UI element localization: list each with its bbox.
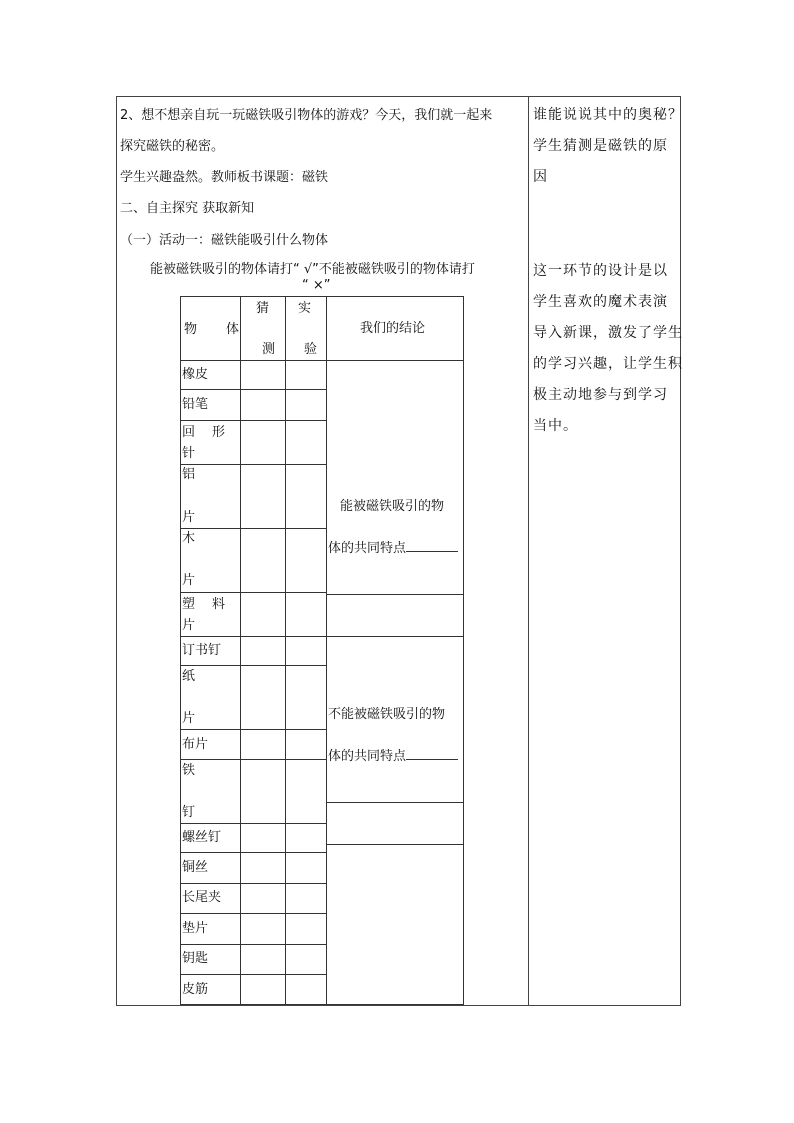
row-line	[180, 944, 326, 945]
row-label-cloth: 布片	[182, 737, 209, 752]
instruction-line1: 能被磁铁吸引的物体请打“ √”不能被磁铁吸引的物体请打	[150, 262, 475, 277]
row-label-paper-b: 片	[182, 711, 196, 726]
row-label-paperclip-b: 形	[212, 425, 226, 440]
right-note-line9: 当中。	[533, 418, 578, 434]
row-label-wood-a: 木	[182, 531, 196, 546]
header-guess-b: 测	[262, 342, 276, 357]
row-line	[180, 729, 326, 730]
row-line	[180, 913, 326, 914]
row-label-wood-b: 片	[182, 573, 196, 588]
header-object-b: 体	[226, 322, 240, 337]
row-label-eraser: 橡皮	[182, 367, 209, 382]
col-line	[326, 296, 327, 1005]
conclusion-nonmagnetic-line2: 体的共同特点	[328, 747, 458, 766]
conclusion-line	[326, 844, 464, 845]
row-label-binder-clip: 长尾夹	[182, 890, 222, 905]
text-intro-line1: 2、想不想亲自玩一玩磁铁吸引物体的游戏？今天，我们就一起来	[120, 108, 493, 123]
row-label-staple: 订书钉	[182, 643, 222, 658]
instruction-line2: “ ×”	[302, 278, 331, 293]
row-label-pencil: 铅笔	[182, 397, 209, 412]
row-line	[180, 665, 326, 666]
header-object-a: 物	[184, 322, 198, 337]
row-label-paper-a: 纸	[182, 669, 196, 684]
right-note-line8: 极主动地参与到学习	[533, 387, 668, 403]
row-label-nail-a: 铁	[182, 763, 196, 778]
conclusion-line	[326, 802, 464, 803]
conclusion-magnetic-line2: 体的共同特点	[328, 539, 458, 558]
right-note-line1: 谁能说说其中的奥秘？	[533, 107, 683, 123]
right-note-line5: 学生喜欢的魔术表演	[533, 294, 668, 310]
row-label-rubber-band: 皮筋	[182, 982, 209, 997]
header-experiment-b: 验	[304, 342, 318, 357]
activity-heading: （一）活动一：磁铁能吸引什么物体	[120, 233, 329, 248]
header-guess-a: 猜	[256, 301, 270, 316]
column-divider	[528, 96, 529, 1006]
row-line	[180, 974, 326, 975]
col-line	[240, 296, 241, 1005]
row-line	[180, 528, 326, 529]
row-label-copper-wire: 铜丝	[182, 860, 209, 875]
text-student-interest: 学生兴趣盎然。教师板书课题：磁铁	[120, 170, 329, 185]
conclusion-line	[326, 594, 464, 595]
text-intro-line2: 探究磁铁的秘密。	[120, 139, 225, 154]
row-label-aluminum-b: 片	[182, 510, 196, 525]
row-line	[180, 592, 326, 593]
conclusion-line	[326, 636, 464, 637]
row-label-washer: 垫片	[182, 921, 209, 936]
row-line	[180, 420, 326, 421]
row-label-plastic-c: 片	[182, 618, 196, 633]
row-line	[180, 360, 464, 361]
row-line	[180, 759, 326, 760]
row-line	[180, 823, 326, 824]
row-line	[180, 883, 326, 884]
experiment-table	[180, 296, 464, 1005]
row-line	[180, 464, 326, 465]
row-label-paperclip-c: 针	[182, 446, 196, 461]
right-note-line2: 学生猜测是磁铁的原	[533, 138, 668, 154]
section-heading: 二、自主探究 获取新知	[120, 201, 255, 216]
conclusion-nonmagnetic-line1: 不能被磁铁吸引的物	[328, 707, 446, 722]
col-line	[285, 296, 286, 1005]
row-label-screw: 螺丝钉	[182, 830, 222, 845]
table-border	[180, 296, 464, 1005]
conclusion-magnetic-line1: 能被磁铁吸引的物	[340, 499, 445, 514]
right-note-line3: 因	[533, 169, 548, 185]
row-line	[180, 389, 326, 390]
row-line	[180, 852, 326, 853]
row-label-paperclip-a: 回	[182, 425, 196, 440]
header-conclusion: 我们的结论	[360, 321, 426, 336]
row-label-plastic-a: 塑	[182, 597, 196, 612]
right-note-line4: 这一环节的设计是以	[533, 263, 668, 279]
right-note-line6: 导入新课，激发了学生	[533, 325, 683, 341]
row-line	[180, 636, 326, 637]
row-label-nail-b: 钉	[182, 805, 196, 820]
row-label-key: 钥匙	[182, 951, 209, 966]
right-note-line7: 的学习兴趣，让学生积	[533, 356, 683, 372]
header-experiment-a: 实	[298, 301, 312, 316]
row-label-plastic-b: 料	[212, 597, 226, 612]
row-label-aluminum-a: 铝	[182, 467, 196, 482]
